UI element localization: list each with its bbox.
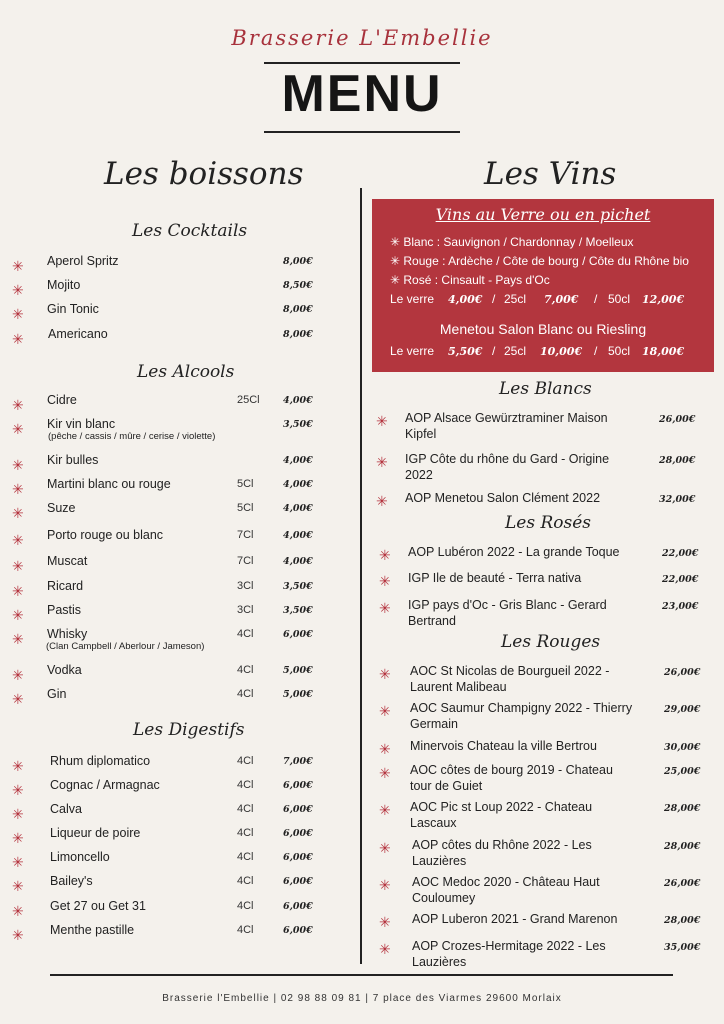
asterisk-icon: ✳ — [376, 454, 388, 470]
asterisk-icon: ✳ — [376, 493, 388, 509]
wine-name: AOC Saumur Champigny 2022 - Thierry Germain — [410, 701, 633, 731]
wine-price: 28,00€ — [664, 803, 701, 814]
menu-item-name: Ricard — [47, 579, 84, 593]
asterisk-icon: ✳ — [12, 903, 24, 919]
asterisk-icon: ✳ — [379, 741, 391, 757]
wine-name: AOP Lubéron 2022 - La grande Toque — [408, 545, 620, 559]
asterisk-icon: ✳ — [12, 806, 24, 822]
glass-prices-row2: Le verre 5,50€ / 25cl 10,00€ / 50cl 18,00€ — [390, 344, 685, 358]
menu-item-name: Mojito — [47, 278, 81, 292]
asterisk-icon: ✳ — [12, 583, 24, 599]
section-title-roses: Les Rosés — [505, 513, 592, 533]
drinks-title: Les boissons — [104, 156, 304, 192]
asterisk-icon: ✳ — [12, 558, 24, 574]
asterisk-icon: ✳ — [12, 830, 24, 846]
footer-info: Brasserie l'Embellie | 02 98 88 09 81 | 7 place des Viarmes 29600 Morlaix — [162, 993, 562, 1004]
menu-item-name: Menthe pastille — [50, 923, 135, 937]
menu-item-name: Calva — [50, 802, 82, 816]
menu-item-price: 6,00€ — [283, 804, 313, 815]
menu-item-price: 6,00€ — [283, 852, 313, 863]
menu-item-price: 6,00€ — [283, 629, 313, 640]
header-rule-bottom — [264, 131, 460, 133]
wines-title: Les Vins — [484, 156, 617, 192]
asterisk-icon: ✳ — [12, 258, 24, 274]
menu-item-detail: (pêche / cassis / mûre / cerise / violette) — [48, 431, 216, 442]
menu-item-volume: 3Cl — [237, 580, 254, 592]
glass-prices-row1: Le verre 4,00€ / 25cl 7,00€ / 50cl 12,00€ — [390, 292, 685, 306]
menu-item-price: 8,00€ — [283, 256, 313, 267]
asterisk-icon: ✳ — [12, 421, 24, 437]
asterisk-icon: ✳ — [12, 631, 24, 647]
menu-item-name: Muscat — [47, 554, 88, 568]
asterisk-icon: ✳ — [379, 600, 391, 616]
wine-price: 26,00€ — [659, 414, 696, 425]
menu-item-name: Aperol Spritz — [47, 254, 119, 268]
menu-item-name: Bailey's — [50, 874, 93, 888]
menu-item-price: 4,00€ — [283, 556, 313, 567]
menu-item-name: Cidre — [47, 393, 77, 407]
asterisk-icon: ✳ — [376, 413, 388, 429]
menu-item-name: Pastis — [47, 603, 82, 617]
wine-name: IGP pays d'Oc - Gris Blanc - Gerard Bertrand — [408, 598, 607, 628]
menu-item-price: 3,50€ — [283, 419, 313, 430]
asterisk-icon: ✳ — [379, 941, 391, 957]
menu-item-price: 6,00€ — [283, 925, 313, 936]
asterisk-icon: ✳ — [12, 481, 24, 497]
menu-item-price: 3,50€ — [283, 581, 313, 592]
menu-item-volume: 4Cl — [237, 851, 254, 863]
wine-price: 28,00€ — [659, 455, 696, 466]
asterisk-icon: ✳ — [12, 607, 24, 623]
menu-item-volume: 7Cl — [237, 529, 254, 541]
section-title-blancs: Les Blancs — [499, 379, 592, 399]
menu-item-name: Gin Tonic — [47, 302, 99, 316]
menu-item-name: Whisky — [47, 627, 88, 641]
menu-item-name: Gin — [47, 687, 67, 701]
menu-item-price: 5,00€ — [283, 665, 313, 676]
asterisk-icon: ✳ — [12, 457, 24, 473]
wine-name: Minervois Chateau la ville Bertrou — [410, 739, 597, 753]
menu-item-price: 8,50€ — [283, 280, 313, 291]
menu-item-price: 4,00€ — [283, 503, 313, 514]
menu-item-name: Porto rouge ou blanc — [47, 528, 164, 542]
menu-item-price: 7,00€ — [283, 756, 313, 767]
menu-item-name: Liqueur de poire — [50, 826, 141, 840]
asterisk-icon: ✳ — [12, 927, 24, 943]
menu-item-name: Rhum diplomatico — [50, 754, 151, 768]
asterisk-icon: ✳ — [379, 877, 391, 893]
footer-rule — [50, 974, 673, 976]
menu-item-name: Get 27 ou Get 31 — [50, 899, 146, 913]
menu-item-volume: 4Cl — [237, 900, 254, 912]
glass-subtitle: Menetou Salon Blanc ou Riesling — [439, 321, 647, 337]
wine-price: 26,00€ — [664, 667, 701, 678]
wine-price: 22,00€ — [662, 574, 699, 585]
wine-price: 28,00€ — [664, 841, 701, 852]
glass-title: Vins au Verre ou en pichet — [435, 205, 651, 224]
menu-item-price: 6,00€ — [283, 828, 313, 839]
asterisk-icon: ✳ — [12, 878, 24, 894]
menu-item-name: Kir bulles — [47, 453, 99, 467]
asterisk-icon: ✳ — [12, 397, 24, 413]
asterisk-icon: ✳ — [12, 667, 24, 683]
wine-name: AOC Pic st Loup 2022 - Chateau Lascaux — [410, 800, 593, 830]
wine-name: AOP Luberon 2021 - Grand Marenon — [412, 912, 618, 926]
asterisk-icon: ✳ — [12, 282, 24, 298]
glass-line-rouge: ✳ Rouge : Ardèche / Côte de bourg / Côte du Rhône bio — [390, 254, 689, 268]
wine-price: 30,00€ — [664, 742, 701, 753]
wine-name: AOC côtes de bourg 2019 - Chateau tour de Guiet — [410, 763, 613, 793]
menu-item-volume: 25Cl — [237, 394, 260, 406]
menu-item-price: 6,00€ — [283, 780, 313, 791]
menu-item-volume: 5Cl — [237, 502, 254, 514]
wine-price: 22,00€ — [662, 548, 699, 559]
asterisk-icon: ✳ — [379, 703, 391, 719]
wine-price: 26,00€ — [664, 878, 701, 889]
column-divider — [360, 188, 362, 964]
wine-name: AOP Crozes-Hermitage 2022 - Les Lauzières — [412, 939, 606, 969]
menu-item-price: 4,00€ — [283, 530, 313, 541]
menu-item-name: Vodka — [47, 663, 82, 677]
menu-item-name: Martini blanc ou rouge — [47, 477, 171, 491]
wine-name: AOP Alsace Gewürztraminer Maison Kipfel — [405, 411, 608, 441]
menu-item-price: 8,00€ — [283, 304, 313, 315]
asterisk-icon: ✳ — [379, 765, 391, 781]
menu-item-volume: 4Cl — [237, 924, 254, 936]
menu-item-name: Cognac / Armagnac — [50, 778, 160, 792]
asterisk-icon: ✳ — [379, 573, 391, 589]
menu-item-volume: 4Cl — [237, 827, 254, 839]
asterisk-icon: ✳ — [379, 547, 391, 563]
menu-item-volume: 4Cl — [237, 688, 254, 700]
glass-line-blanc: ✳ Blanc : Sauvignon / Chardonnay / Moelleux — [390, 235, 634, 249]
menu-item-volume: 4Cl — [237, 803, 254, 815]
brand-name: Brasserie L'Embellie — [231, 26, 493, 50]
menu-item-price: 4,00€ — [283, 395, 313, 406]
menu-item-name: Americano — [48, 327, 108, 341]
menu-item-price: 6,00€ — [283, 876, 313, 887]
wine-name: AOP Menetou Salon Clément 2022 — [405, 491, 601, 505]
menu-item-name: Kir vin blanc — [47, 417, 116, 431]
menu-item-volume: 4Cl — [237, 779, 254, 791]
asterisk-icon: ✳ — [12, 331, 24, 347]
asterisk-icon: ✳ — [379, 802, 391, 818]
wine-name: AOC St Nicolas de Bourgueil 2022 - Laurent Malibeau — [410, 664, 610, 694]
asterisk-icon: ✳ — [12, 691, 24, 707]
asterisk-icon: ✳ — [12, 854, 24, 870]
menu-item-price: 5,00€ — [283, 689, 313, 700]
menu-title: MENU — [281, 65, 443, 123]
asterisk-icon: ✳ — [12, 306, 24, 322]
menu-item-price: 6,00€ — [283, 901, 313, 912]
menu-item-volume: 4Cl — [237, 755, 254, 767]
asterisk-icon: ✳ — [12, 505, 24, 521]
wine-price: 25,00€ — [664, 766, 701, 777]
asterisk-icon: ✳ — [379, 840, 391, 856]
menu-item-volume: 7Cl — [237, 555, 254, 567]
glass-line-rose: ✳ Rosé : Cinsault - Pays d'Oc — [390, 273, 550, 287]
wine-name: AOP côtes du Rhône 2022 - Les Lauzières — [412, 838, 592, 868]
wine-price: 28,00€ — [664, 915, 701, 926]
menu-item-price: 8,00€ — [283, 329, 313, 340]
wine-name: AOC Medoc 2020 - Château Haut Couloumey — [412, 875, 600, 905]
menu-item-volume: 4Cl — [237, 628, 254, 640]
section-title-digestifs: Les Digestifs — [133, 720, 245, 740]
section-title-cocktails: Les Cocktails — [132, 221, 248, 241]
wine-by-glass-box — [372, 199, 714, 372]
menu-item-volume: 4Cl — [237, 875, 254, 887]
menu-item-detail: (Clan Campbell / Aberlour / Jameson) — [46, 641, 205, 652]
wine-price: 23,00€ — [662, 601, 699, 612]
menu-item-name: Limoncello — [50, 850, 110, 864]
menu-item-volume: 3Cl — [237, 604, 254, 616]
menu-item-price: 4,00€ — [283, 479, 313, 490]
asterisk-icon: ✳ — [12, 758, 24, 774]
wine-price: 35,00€ — [664, 942, 701, 953]
asterisk-icon: ✳ — [12, 532, 24, 548]
wine-name: IGP Côte du rhône du Gard - Origine 2022 — [405, 452, 610, 482]
menu-item-price: 4,00€ — [283, 455, 313, 466]
menu-item-price: 3,50€ — [283, 605, 313, 616]
menu-item-volume: 5Cl — [237, 478, 254, 490]
asterisk-icon: ✳ — [12, 782, 24, 798]
menu-item-volume: 4Cl — [237, 664, 254, 676]
wine-price: 29,00€ — [664, 704, 701, 715]
section-title-rouges: Les Rouges — [501, 632, 601, 652]
asterisk-icon: ✳ — [379, 666, 391, 682]
asterisk-icon: ✳ — [379, 914, 391, 930]
wine-name: IGP Ile de beauté - Terra nativa — [408, 571, 582, 585]
menu-item-name: Suze — [47, 501, 76, 515]
section-title-alcools: Les Alcools — [137, 362, 235, 382]
wine-price: 32,00€ — [659, 494, 696, 505]
